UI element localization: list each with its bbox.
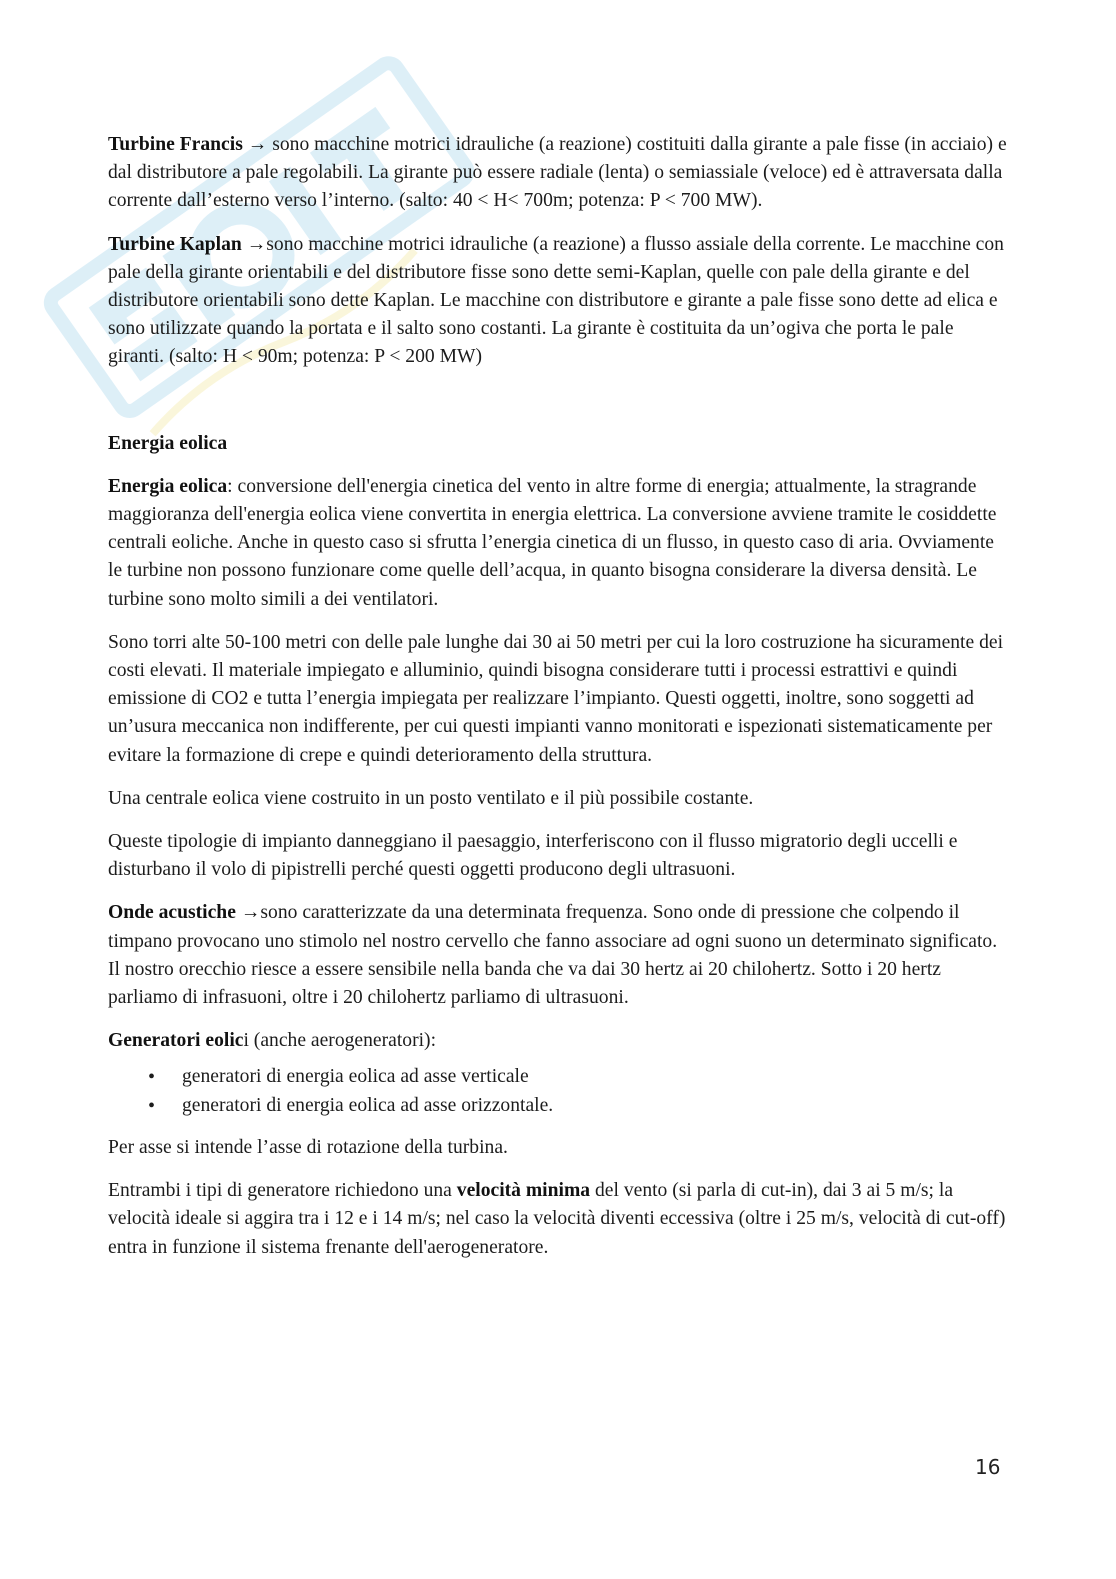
term-velocita-minima: velocità minima bbox=[456, 1180, 591, 1202]
page-number: 16 bbox=[975, 1455, 1001, 1479]
paragraph-asse: Per asse si intende l’asse di rotazione della turbina. bbox=[108, 1136, 508, 1158]
term-generatori-eolici: Generatori eolic bbox=[108, 1030, 244, 1052]
arrow-icon: → bbox=[246, 233, 267, 255]
term-turbine-francis: Turbine Francis bbox=[108, 134, 243, 155]
paragraph-turbine-kaplan bbox=[108, 231, 1008, 372]
paragraph-impianto: Queste tipologie di impianto danneggiano il paesaggio, interferiscono con il flusso migratorio degli uccelli e disturbano il volo di pipistrelli perché questi oggetti producono degli ultrasuoni. bbox=[108, 831, 958, 881]
arrow-icon: → bbox=[247, 134, 268, 155]
paragraph-torri: Sono torri alte 50-100 metri con delle pale lunghe dai 30 ai 50 metri per cui la loro costruzione ha sicuramente dei costi elevati. Il materiale impiegato e alluminio, quindi bisogna considerare tutti i processi estrattivi e quindi emissione di CO2 e tutta l’energia impiegata per realizzare l’impianto. Questi oggetti, inoltre, sono soggetti ad un’usura meccanica non indifferente, per cui questi impianti vanno monitorati e ispezionati sistematicamente per evitare la formazione di crepe e quindi deterioramento della struttura. bbox=[108, 631, 1004, 766]
paragraph-onde-acustiche bbox=[108, 899, 1008, 1012]
term-energia-eolica: Energia eolica bbox=[108, 475, 228, 497]
section-heading: Energia eolica bbox=[108, 432, 228, 454]
generatori-text: i (anche aerogeneratori): bbox=[243, 1030, 437, 1052]
term-turbine-kaplan: Turbine Kaplan bbox=[108, 233, 242, 255]
paragraph-generatori bbox=[108, 1027, 1008, 1055]
term-onde-acustiche: Onde acustiche bbox=[108, 902, 236, 924]
page-body bbox=[108, 131, 1008, 1277]
paragraph-turbine-francis bbox=[108, 131, 1008, 216]
generatori-list bbox=[108, 1063, 1008, 1119]
eolica-text: : conversione dell'energia cinetica del vento in altre forme di energia; attualmente, la stragrande maggioranza dell'energia eolica viene convertita in energia elettrica. La conversione avviene tramite le cosiddette centrali eoliche. Anche in questo caso si sfrutta l’energia cinetica di un flusso, in questo caso di aria. Ovviamente le turbine non possono funzionare come quelle dell’acqua, in quanto bisogna considerare la diversa densità. Le turbine sono molto simili a dei ventilatori. bbox=[108, 475, 997, 610]
list-item: • generatori di energia eolica ad asse verticale bbox=[182, 1063, 1008, 1091]
paragraph-velocita: Entrambi i tipi di generatore richiedono una velocità minima del vento (si parla di cut-in), dai 3 ai 5 m/s; la velocità ideale si aggira tra i 12 e i 14 m/s; nel caso la velocità diventi eccessiva (oltre i 25 m/s, velocità di cut-off) entra in funzione il sistema frenante dell'aerogeneratore. bbox=[108, 1180, 1006, 1258]
onde-text: sono caratterizzate da una determinata frequenza. Sono onde di pressione che colpendo il timpano provocano uno stimolo nel nostro cervello che fanno associare ad ogni suono un determinato significato. Il nostro orecchio riesce a essere sensibile nella banda che va dai 30 hertz ai 20 chilohertz. Sotto i 20 hertz parliamo di infrasuoni, oltre i 20 chilohertz parliamo di ultrasuoni. bbox=[108, 902, 998, 1009]
kaplan-text: sono macchine motrici idrauliche (a reazione) a flusso assiale della corrente. Le macchine con pale della girante orientabili e del distributore fisse sono dette semi-Kaplan, quelle con pale della girante e del distributore orientabili sono dette Kaplan. Le macchine con distributore e girante a pale fisse sono dette ad elica e sono utilizzate quando la portata e il salto sono costanti. La girante è costituita da un’ogiva che porta le pale giranti. (salto: H < 90m; potenza: P < 200 MW) bbox=[108, 233, 1004, 368]
paragraph-centrale: Una centrale eolica viene costruito in un posto ventilato e il più possibile costante. bbox=[108, 787, 754, 809]
francis-text: sono macchine motrici idrauliche (a reazione) costituiti dalla girante a pale fisse (in acciaio) e dal distributore a pale regolabili. La girante può essere radiale (lenta) o semiassiale (veloce) ed è attraversata dalla corrente dall’esterno verso l’interno. (salto: 40 < H< 700m; potenza: P < 700 MW). bbox=[108, 134, 1007, 212]
list-item: • generatori di energia eolica ad asse orizzontale. bbox=[182, 1092, 1008, 1120]
arrow-icon: → bbox=[240, 902, 261, 924]
paragraph-energia-eolica bbox=[108, 473, 1008, 614]
